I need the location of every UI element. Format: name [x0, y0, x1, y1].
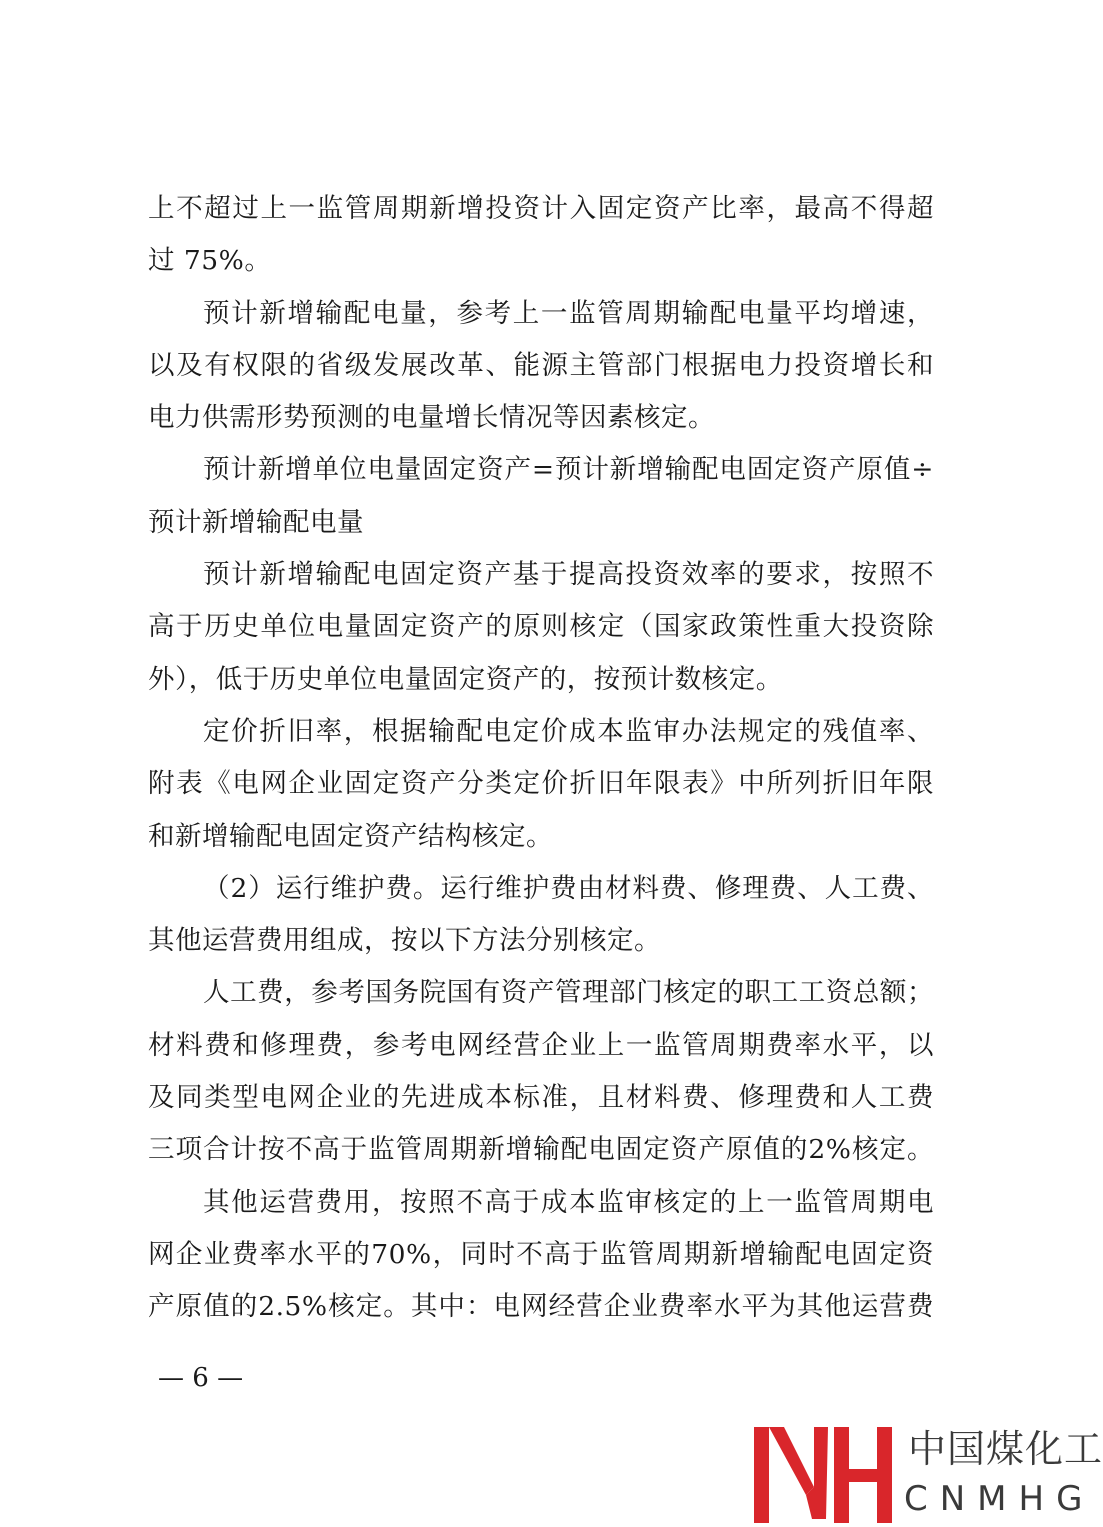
- watermark: [748, 1423, 1103, 1527]
- text-line: 外），低于历史单位电量固定资产的，按预计数核定。: [148, 663, 783, 695]
- text-line: 网企业费率水平的70%，同时不高于监管周期新增输配电固定资: [148, 1238, 934, 1270]
- text-line: 上不超过上一监管周期新增投资计入固定资产比率，最高不得超: [148, 193, 934, 224]
- text-line: 其他运营费用组成，按以下方法分别核定。: [148, 925, 661, 957]
- text-line: 三项合计按不高于监管周期新增输配电固定资产原值的2%核定。: [148, 1134, 934, 1166]
- text-line: 其他运营费用，按照不高于成本监审核定的上一监管周期电: [203, 1186, 934, 1218]
- text-line: 过 75%。: [148, 245, 272, 277]
- text-line: 预计新增输配电量，参考上一监管周期输配电量平均增速，: [203, 297, 934, 329]
- text-line: 预计新增输配电固定资产基于提高投资效率的要求，按照不: [203, 559, 934, 591]
- text-line: （2）运行维护费。运行维护费由材料费、修理费、人工费、: [203, 872, 934, 904]
- logo-mark: [754, 1427, 892, 1523]
- watermark-name-en: CNMHG: [904, 1479, 1095, 1519]
- text-line: 预计新增单位电量固定资产=预计新增输配电固定资产原值÷: [203, 454, 934, 486]
- text-line: 以及有权限的省级发展改革、能源主管部门根据电力投资增长和: [148, 349, 934, 381]
- text-line: 预计新增输配电量: [148, 506, 364, 538]
- text-line: 附表《电网企业固定资产分类定价折旧年限表》中所列折旧年限: [148, 768, 934, 800]
- text-line: 产原值的2.5%核定。其中：电网经营企业费率水平为其他运营费: [148, 1291, 934, 1323]
- text-line: 电力供需形势预测的电量增长情况等因素核定。: [148, 402, 715, 434]
- watermark-name-cn: 中国煤化工: [908, 1427, 1103, 1471]
- text-line: 人工费，参考国务院国有资产管理部门核定的职工工资总额；: [203, 977, 934, 1009]
- text-line: 高于历史单位电量固定资产的原则核定（国家政策性重大投资除: [148, 611, 934, 643]
- body-text: [148, 183, 934, 1334]
- text-line: 材料费和修理费，参考电网经营企业上一监管周期费率水平，以: [148, 1029, 934, 1061]
- logo-icon: [748, 1423, 898, 1527]
- text-line: 及同类型电网企业的先进成本标准，且材料费、修理费和人工费: [148, 1082, 934, 1114]
- page-number: — 6 —: [158, 1363, 244, 1393]
- text-line: 和新增输配电固定资产结构核定。: [148, 820, 553, 852]
- text-line: 定价折旧率，根据输配电定价成本监审办法规定的残值率、: [203, 715, 934, 747]
